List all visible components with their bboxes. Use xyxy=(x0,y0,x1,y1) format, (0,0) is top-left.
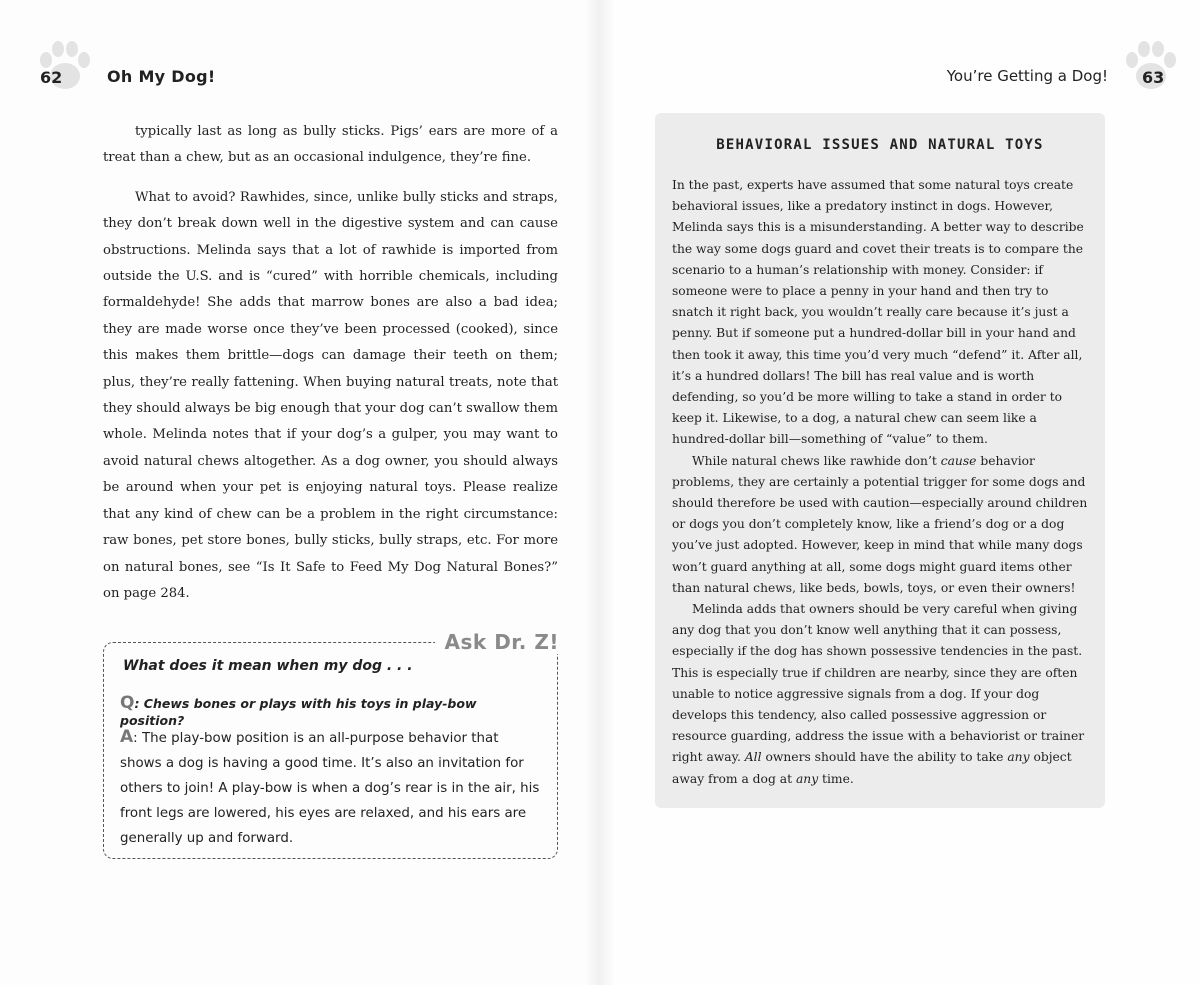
book-gutter xyxy=(585,0,615,985)
paragraph: What to avoid? Rawhides, since, unlike bully sticks and straps, they don’t break down well in the digestive system and can cause obstructions. Melinda says that a lot of rawhide is imported from outside the U.S. and is “cured” with horrible chemicals, including formaldehyde! She adds that marrow bones are also a bad idea; they are made worse once they’ve been processed (cooked), since this makes them brittle—dogs can damage their teeth on them; plus, they’re really fattening. When buying natural treats, note that they should always be big enough that your dog can’t swallow them whole. Melinda notes that if your dog’s a gulper, you may want to avoid natural chews altogether. As a dog owner, you should always be around when your pet is enjoying natural toys. Please realize that any kind of chew can be a problem in the right circumstance: raw bones, pet store bones, bully sticks, bully straps, etc. For more on natural bones, see “Is It Safe to Feed My Dog Natural Bones?” on page 284. xyxy=(103,189,558,601)
behavior-sidebar xyxy=(655,113,1105,808)
text-run: owners should have the ability to take xyxy=(761,750,1008,765)
q-letter: Q xyxy=(120,693,135,713)
ask-question-title: What does it mean when my dog . . . xyxy=(123,658,413,674)
sidebar-text xyxy=(672,175,1090,790)
paw-print-icon xyxy=(34,38,96,96)
text-run: time. xyxy=(818,771,854,786)
emphasis: any xyxy=(1007,750,1030,765)
text-run: object away from a dog at xyxy=(672,750,1072,786)
running-head-left: Oh My Dog! xyxy=(107,67,216,86)
emphasis: any xyxy=(795,771,819,786)
emphasis: cause xyxy=(940,453,977,468)
page-number-left: 62 xyxy=(40,68,63,87)
page-number-right: 63 xyxy=(1142,68,1165,87)
a-text: : The play-bow position is an all-purpose behavior that shows a dog is having a good time. It’s also an invitation for others to join! A play-bow is when a dog’s rear is in the air, his front legs are lowered, his eyes are relaxed, and his ears are generally up and forward. xyxy=(120,731,540,846)
sidebar-paragraph xyxy=(672,451,1090,599)
text-run: While natural chews like rawhide don’t xyxy=(692,453,941,468)
text-run: behavior problems, they are certainly a potential trigger for some dogs and should therefore be used with caution—especially around children or dogs you don’t completely know, like a friend’s dog or a dog you’ve just adopted. However, keep in mind that while many dogs won’t guard anything at all, some dogs might guard items other than natural chews, like beds, bowls, toys, or even their owners! xyxy=(672,453,1088,595)
ask-question xyxy=(120,693,540,728)
ask-answer xyxy=(120,725,540,851)
left-body-text xyxy=(103,119,558,607)
ask-dr-z-box xyxy=(103,630,559,859)
a-letter: A xyxy=(120,727,134,747)
running-head-right: You’re Getting a Dog! xyxy=(946,67,1108,85)
paw-print-icon xyxy=(1120,38,1182,96)
text-run: Melinda adds that owners should be very careful when giving any dog that you don’t know well anything that it can possess, especially if the dog has shown possessive tendencies in the past. This is especially true if children are nearby, since they are often unable to notice aggressive signals from a dog. If your dog develops this tendency, also called possessive aggression or resource guarding, address the issue with a behaviorist or trainer right away. xyxy=(672,602,1085,765)
paragraph: typically last as long as bully sticks. Pigs’ ears are more of a treat than a chew, but as an occasional indulgence, they’re fine. xyxy=(103,124,558,166)
sidebar-paragraph xyxy=(672,599,1090,790)
ask-dr-z-tag: Ask Dr. Z! xyxy=(435,630,563,654)
sidebar-title: BEHAVIORAL ISSUES AND NATURAL TOYS xyxy=(716,137,1044,153)
sidebar-paragraph: In the past, experts have assumed that some natural toys create behavioral issues, like a predatory instinct in dogs. However, Melinda says this is a misunderstanding. A better way to describe the way some dogs guard and covet their treats is to compare the scenario to a human’s relationship with money. Consider: if someone were to place a penny in your hand and then try to snatch it right back, you wouldn’t really care because it’s just a penny. But if someone put a hundred-dollar bill in your hand and then took it away, this time you’d very much “defend” it. After all, it’s a hundred dollars! The bill has real value and is worth defending, so you’d be more willing to take a stand in order to keep it. Likewise, to a dog, a natural chew can seem like a hundred-dollar bill—something of “value” to them. xyxy=(672,178,1084,447)
emphasis: All xyxy=(744,750,762,765)
q-text: : Chews bones or plays with his toys in play-bow position? xyxy=(120,696,477,728)
